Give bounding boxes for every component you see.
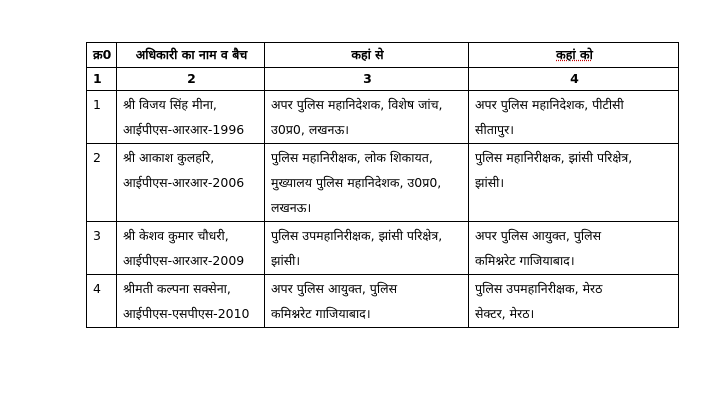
transfer-table (86, 42, 679, 328)
to-line: कमिश्नरेट गाजियाबाद। (475, 253, 575, 268)
from-line: लखनऊ। (271, 200, 312, 215)
officer-name: श्री विजय सिंह मीना, (123, 97, 217, 112)
to-line: पुलिस महानिरीक्षक, झांसी परिक्षेत्र, (475, 150, 633, 165)
from-line: झांसी। (271, 253, 301, 268)
officer-batch: आईपीएस-आरआर-1996 (123, 122, 245, 137)
serial-cell: 2 (87, 144, 117, 222)
to-cell (469, 91, 679, 144)
to-line: पुलिस उपमहानिरीक्षक, मेरठ (475, 281, 603, 296)
from-line: उ0प्र0, लखनऊ। (271, 122, 350, 137)
officer-cell (117, 144, 265, 222)
table-row (87, 144, 679, 222)
index-row (87, 68, 679, 91)
officer-cell (117, 91, 265, 144)
to-line: अपर पुलिस महानिदेशक, पीटीसी (475, 97, 624, 112)
to-line: सीतापुर। (475, 122, 515, 137)
header-row (87, 43, 679, 68)
index-cell: 2 (117, 68, 265, 91)
to-line: अपर पुलिस आयुक्त, पुलिस (475, 228, 602, 243)
to-line: सेक्टर, मेरठ। (475, 306, 535, 321)
header-from: कहां से (265, 43, 469, 68)
header-to-text: कहां को (556, 47, 593, 62)
from-cell (265, 91, 469, 144)
serial-cell: 1 (87, 91, 117, 144)
header-to (469, 43, 679, 68)
officer-batch: आईपीएस-एसपीएस-2010 (123, 306, 250, 321)
to-cell (469, 275, 679, 328)
from-cell (265, 144, 469, 222)
officer-batch: आईपीएस-आरआर-2006 (123, 175, 245, 190)
serial-cell: 3 (87, 222, 117, 275)
officer-name: श्री आकाश कुलहरि, (123, 150, 215, 165)
to-cell (469, 144, 679, 222)
from-line: अपर पुलिस महानिदेशक, विशेष जांच, (271, 97, 443, 112)
to-cell (469, 222, 679, 275)
header-officer-name: अधिकारी का नाम व बैच (117, 43, 265, 68)
table-row (87, 275, 679, 328)
officer-batch: आईपीएस-आरआर-2009 (123, 253, 245, 268)
from-cell (265, 275, 469, 328)
officer-cell (117, 222, 265, 275)
to-line: झांसी। (475, 175, 505, 190)
officer-name: श्री केशव कुमार चौधरी, (123, 228, 229, 243)
index-cell: 3 (265, 68, 469, 91)
from-line: मुख्यालय पुलिस महानिदेशक, उ0प्र0, (271, 175, 442, 190)
header-serial: क्र0 (87, 43, 117, 68)
table-row (87, 222, 679, 275)
from-line: पुलिस उपमहानिरीक्षक, झांसी परिक्षेत्र, (271, 228, 443, 243)
from-line: कमिश्नरेट गाजियाबाद। (271, 306, 371, 321)
officer-cell (117, 275, 265, 328)
from-line: पुलिस महानिरीक्षक, लोक शिकायत, (271, 150, 433, 165)
serial-cell: 4 (87, 275, 117, 328)
index-cell: 1 (87, 68, 117, 91)
from-cell (265, 222, 469, 275)
officer-name: श्रीमती कल्पना सक्सेना, (123, 281, 231, 296)
table-row (87, 91, 679, 144)
index-cell: 4 (469, 68, 679, 91)
from-line: अपर पुलिस आयुक्त, पुलिस (271, 281, 398, 296)
